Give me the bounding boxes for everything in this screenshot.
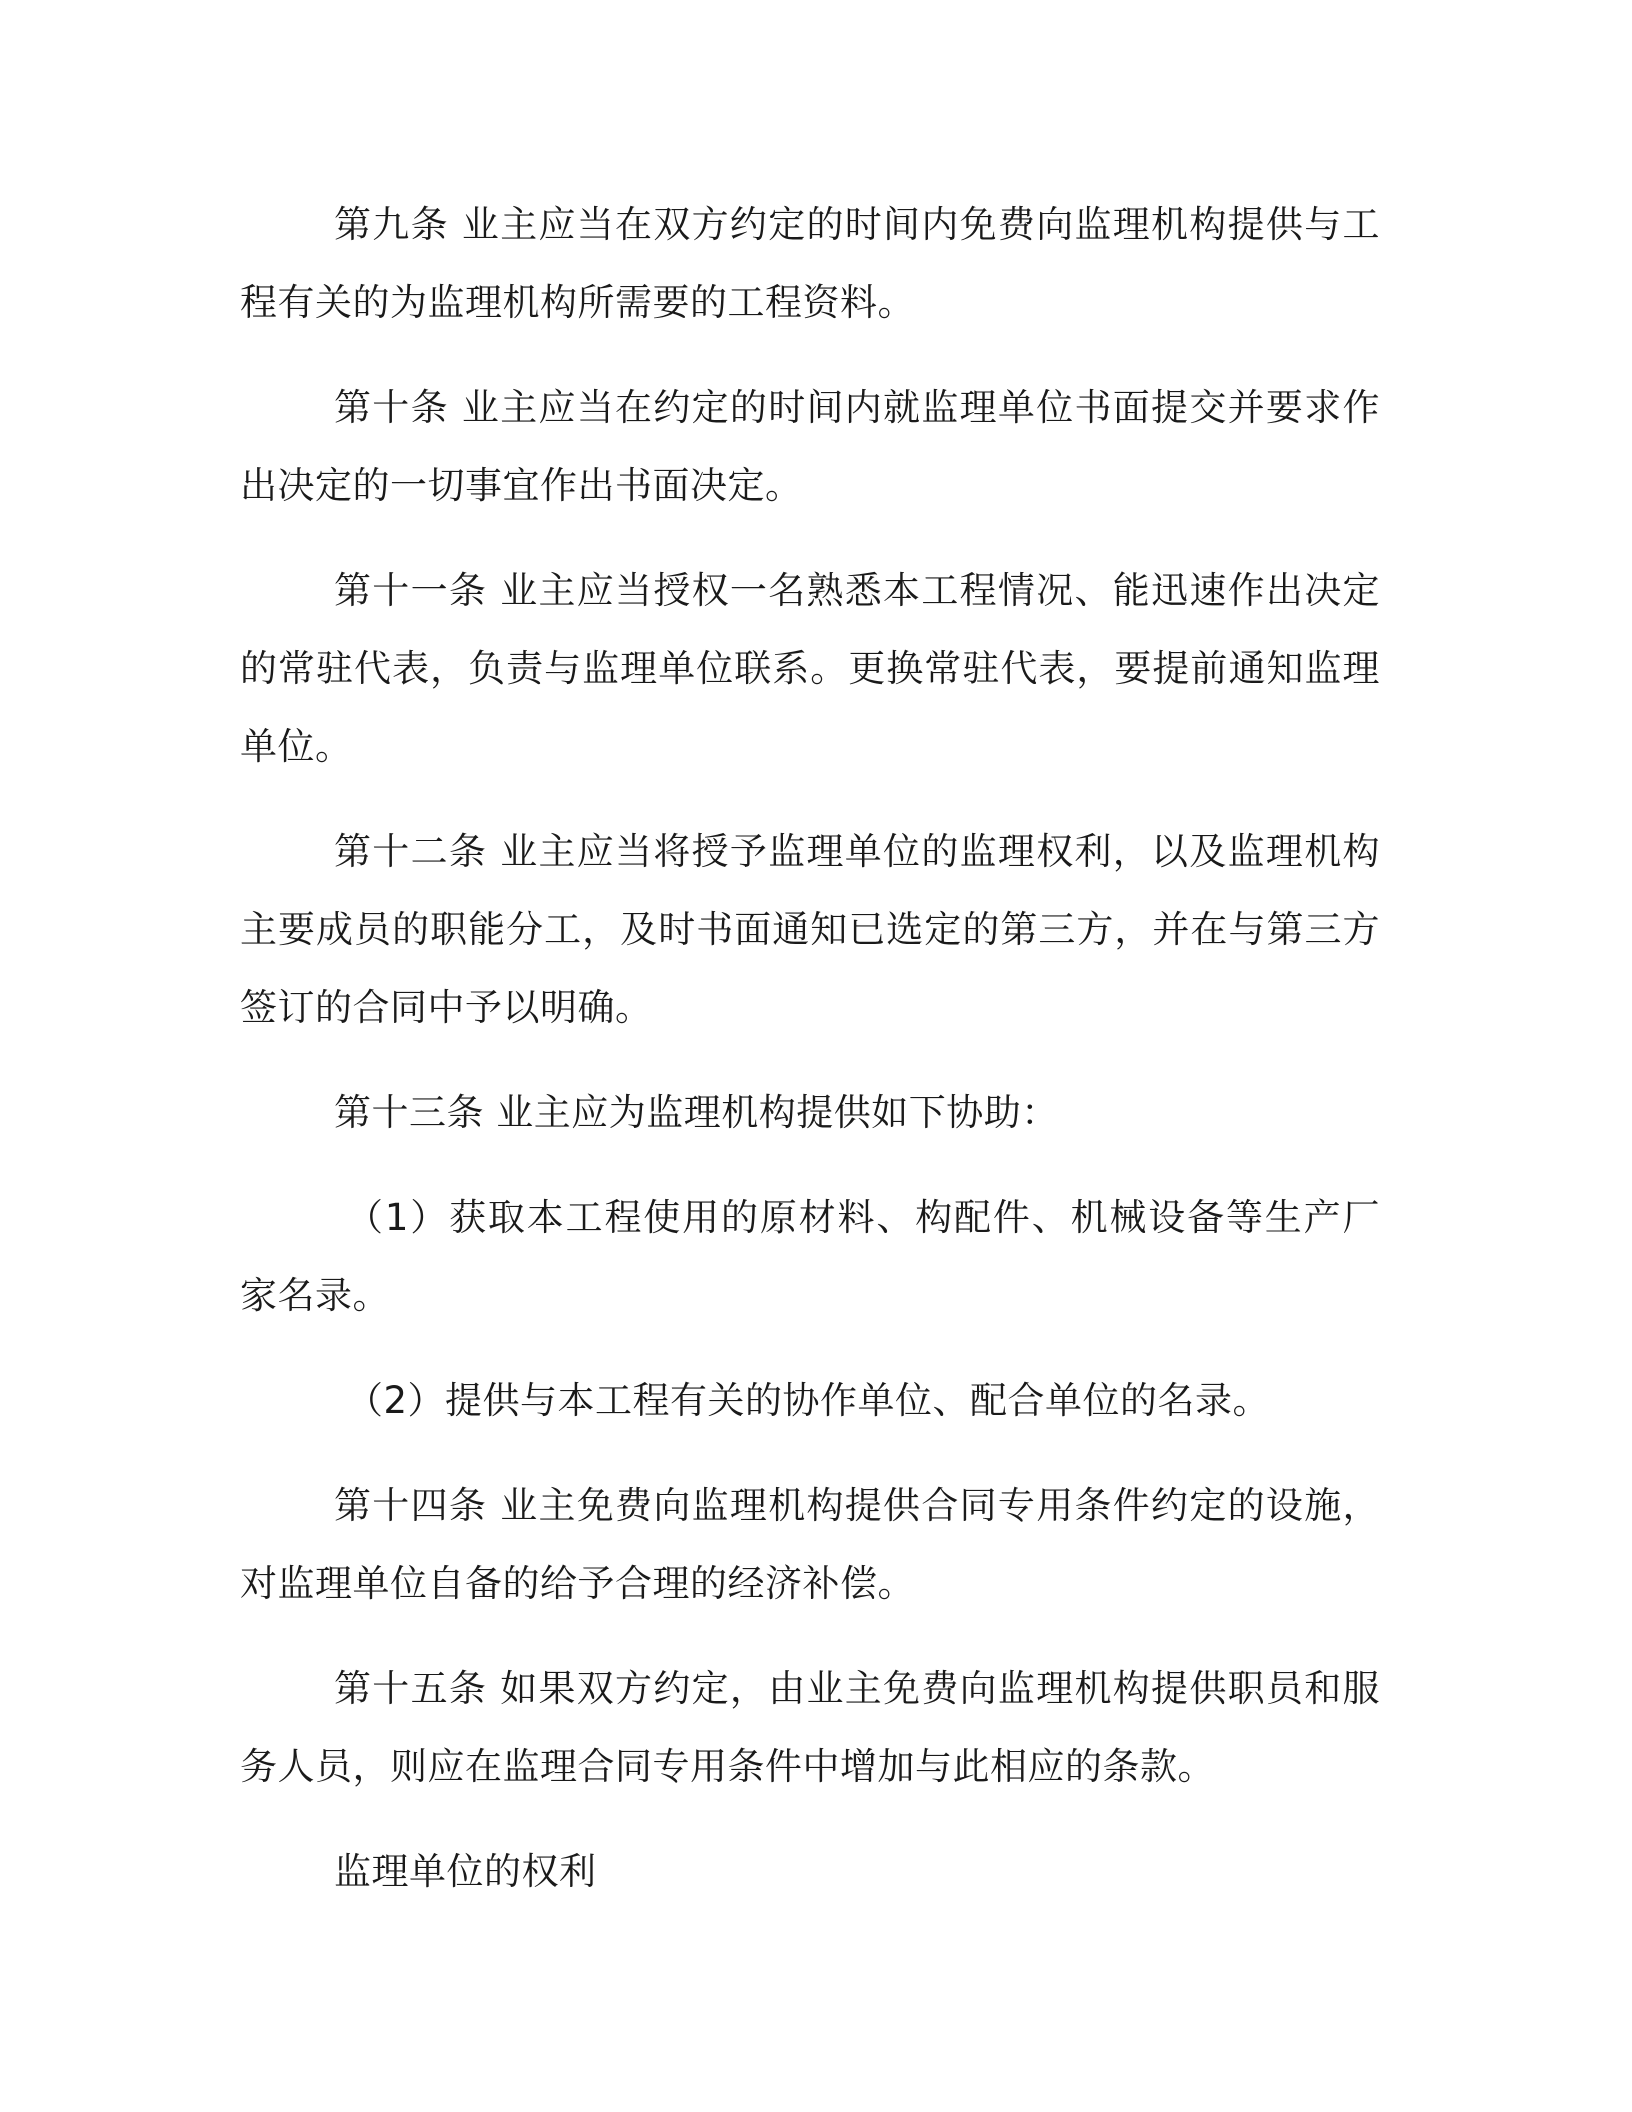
article-9: 第九条 业主应当在双方约定的时间内免费向监理机构提供与工程有关的为监理机构所需要的工程资料。 [240, 203, 1380, 324]
article-14: 第十四条 业主免费向监理机构提供合同专用条件约定的设施，对监理单位自备的给予合理的经济补偿。 [240, 1484, 1380, 1605]
article-15: 第十五条 如果双方约定，由业主免费向监理机构提供职员和服务人员，则应在监理合同专用条件中增加与此相应的条款。 [240, 1667, 1380, 1788]
article-13-item-1: （1）获取本工程使用的原材料、构配件、机械设备等生产厂家名录。 [240, 1196, 1380, 1317]
article-13: 第十三条 业主应为监理机构提供如下协助： [334, 1091, 1059, 1134]
article-11: 第十一条 业主应当授权一名熟悉本工程情况、能迅速作出决定的常驻代表，负责与监理单位联系。更换常驻代表，要提前通知监理单位。 [240, 569, 1380, 768]
article-10: 第十条 业主应当在约定的时间内就监理单位书面提交并要求作出决定的一切事宜作出书面决定。 [240, 386, 1380, 507]
section-heading: 监理单位的权利 [334, 1850, 597, 1893]
article-13-item-2: （2）提供与本工程有关的协作单位、配合单位的名录。 [346, 1379, 1271, 1422]
document-body [240, 186, 1380, 1938]
article-12: 第十二条 业主应当将授予监理单位的监理权利，以及监理机构主要成员的职能分工，及时书面通知已选定的第三方，并在与第三方签订的合同中予以明确。 [240, 830, 1380, 1029]
